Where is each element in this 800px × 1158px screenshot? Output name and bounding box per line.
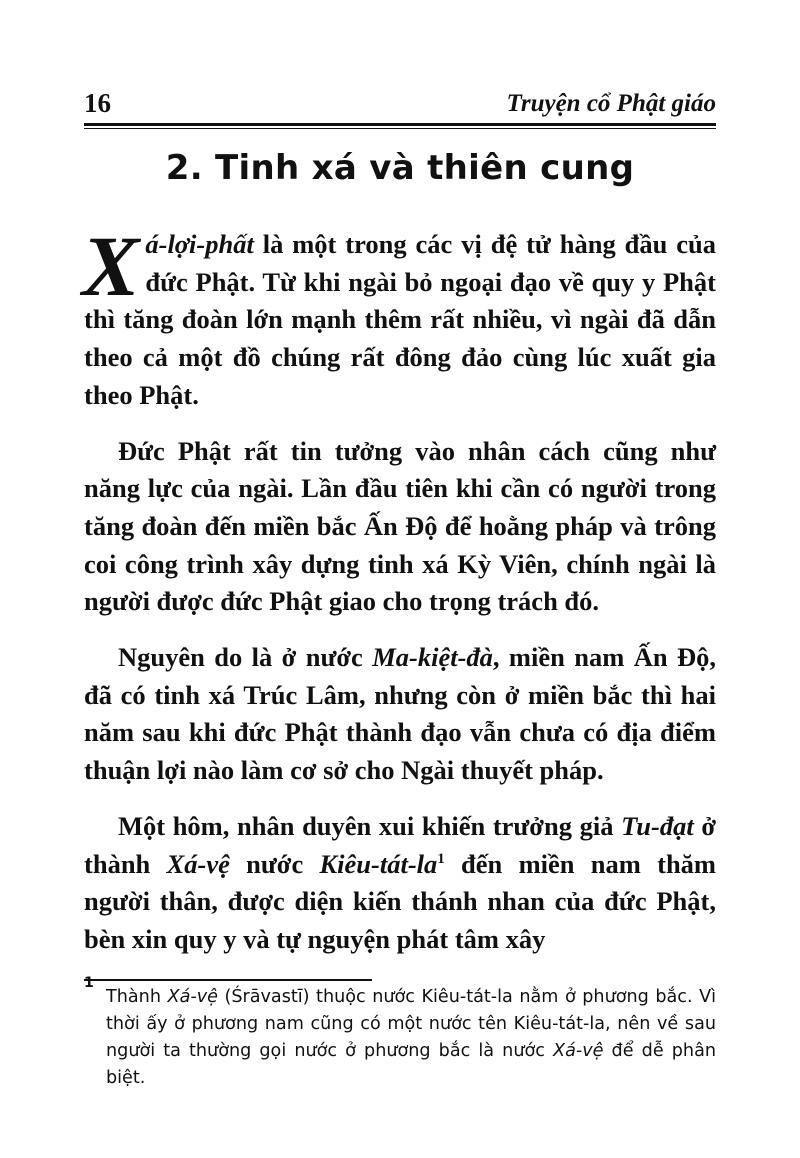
city-xa-ve: Xá-vệ xyxy=(166,848,230,879)
footnote-xa-ve-1: Xá-vệ xyxy=(167,987,218,1007)
name-xa-loi-phat: á-lợi-phất xyxy=(145,229,254,259)
footnote-xa-ve-2: Xá-vệ xyxy=(553,1041,604,1061)
paragraph-3 xyxy=(84,639,716,790)
paragraph-4-text-d: đến miền nam thăm người thân, được diện kiến thánh nhan của đức Phật, bèn xin quy y và tự nguyện phát tâm xây xyxy=(84,848,717,954)
footnote-text-c: để dễ phân biệt. xyxy=(106,1041,716,1088)
paragraph-4 xyxy=(84,808,716,959)
footnote-text xyxy=(84,984,716,1092)
page-header xyxy=(84,88,716,122)
footnote-text-a: Thành xyxy=(106,987,168,1007)
paragraph-3-text-b: , miền nam Ấn Độ, đã có tinh xá Trúc Lâm, nhưng còn ở miền bắc thì hai năm sau khi đức Phật thành đạo vẫn chưa có địa điểm thuận lợi nào làm cơ sở cho Ngài thuyết pháp. xyxy=(84,642,716,786)
country-kieu-tat-la: Kiêu-tát-la xyxy=(319,848,438,879)
place-ma-kiet-da: Ma-kiệt-đà xyxy=(372,642,493,673)
drop-cap: X xyxy=(82,218,140,314)
paragraph-3-text-a: Nguyên do là ở nước xyxy=(118,642,373,673)
paragraph-1-text: là một trong các vị đệ tử hàng đầu của đức Phật. Từ khi ngài bỏ ngoại đạo về quy y Phật thì tăng đoàn lớn mạnh thêm rất nhiều, vì ngài đã dẫn theo cả một đồ chúng rất đông đảo cùng lúc xuất gia theo Phật. xyxy=(84,229,716,410)
chapter-title: 2. Tinh xá và thiên cung xyxy=(165,148,635,188)
footnote-rule xyxy=(84,979,372,981)
footnote: 1 Thành Xá-vệ (Śrāvastī) thuộc nước Kiêu-tát-la nằm ở phương bắc. Vì thời ấy ở phương nam cũng có một nước tên Kiêu-tát-la, nên về sau người ta thường gọi nước ở phương bắc là nước Xá-vệ để dễ phân biệt. xyxy=(84,984,716,1092)
paragraph-2: Đức Phật rất tin tưởng vào nhân cách cũng như năng lực của ngài. Lần đầu tiên khi cần có người trong tăng đoàn đến miền bắc Ấn Độ để hoằng pháp và trông coi công trình xây dựng tinh xá Kỳ Viên, chính ngài là người được đức Phật giao cho trọng trách đó. xyxy=(84,435,716,617)
paragraph-4-text-b: ở thành xyxy=(84,810,716,879)
footnote-text-b: (Śrāvastī) thuộc nước Kiêu-tát-la nằm ở phương bắc. Vì thời ấy ở phương nam cũng có một nước tên Kiêu-tát-la, nên về sau người ta thường gọi nước ở phương bắc là nước xyxy=(106,987,716,1061)
running-title: Truyện cổ Phật giáo xyxy=(506,90,716,117)
paragraph-4-text-a: Một hôm, nhân duyên xui khiến trưởng giả xyxy=(118,810,622,841)
paragraph-1 xyxy=(82,218,716,415)
footnote-ref[interactable]: 1 xyxy=(437,850,445,867)
name-tu-dat: Tu-đạt xyxy=(621,810,694,841)
paragraph-4-text-c: nước xyxy=(229,848,320,879)
body-text xyxy=(82,218,717,977)
header-rule xyxy=(84,123,716,129)
page-number: 16 xyxy=(84,88,111,118)
